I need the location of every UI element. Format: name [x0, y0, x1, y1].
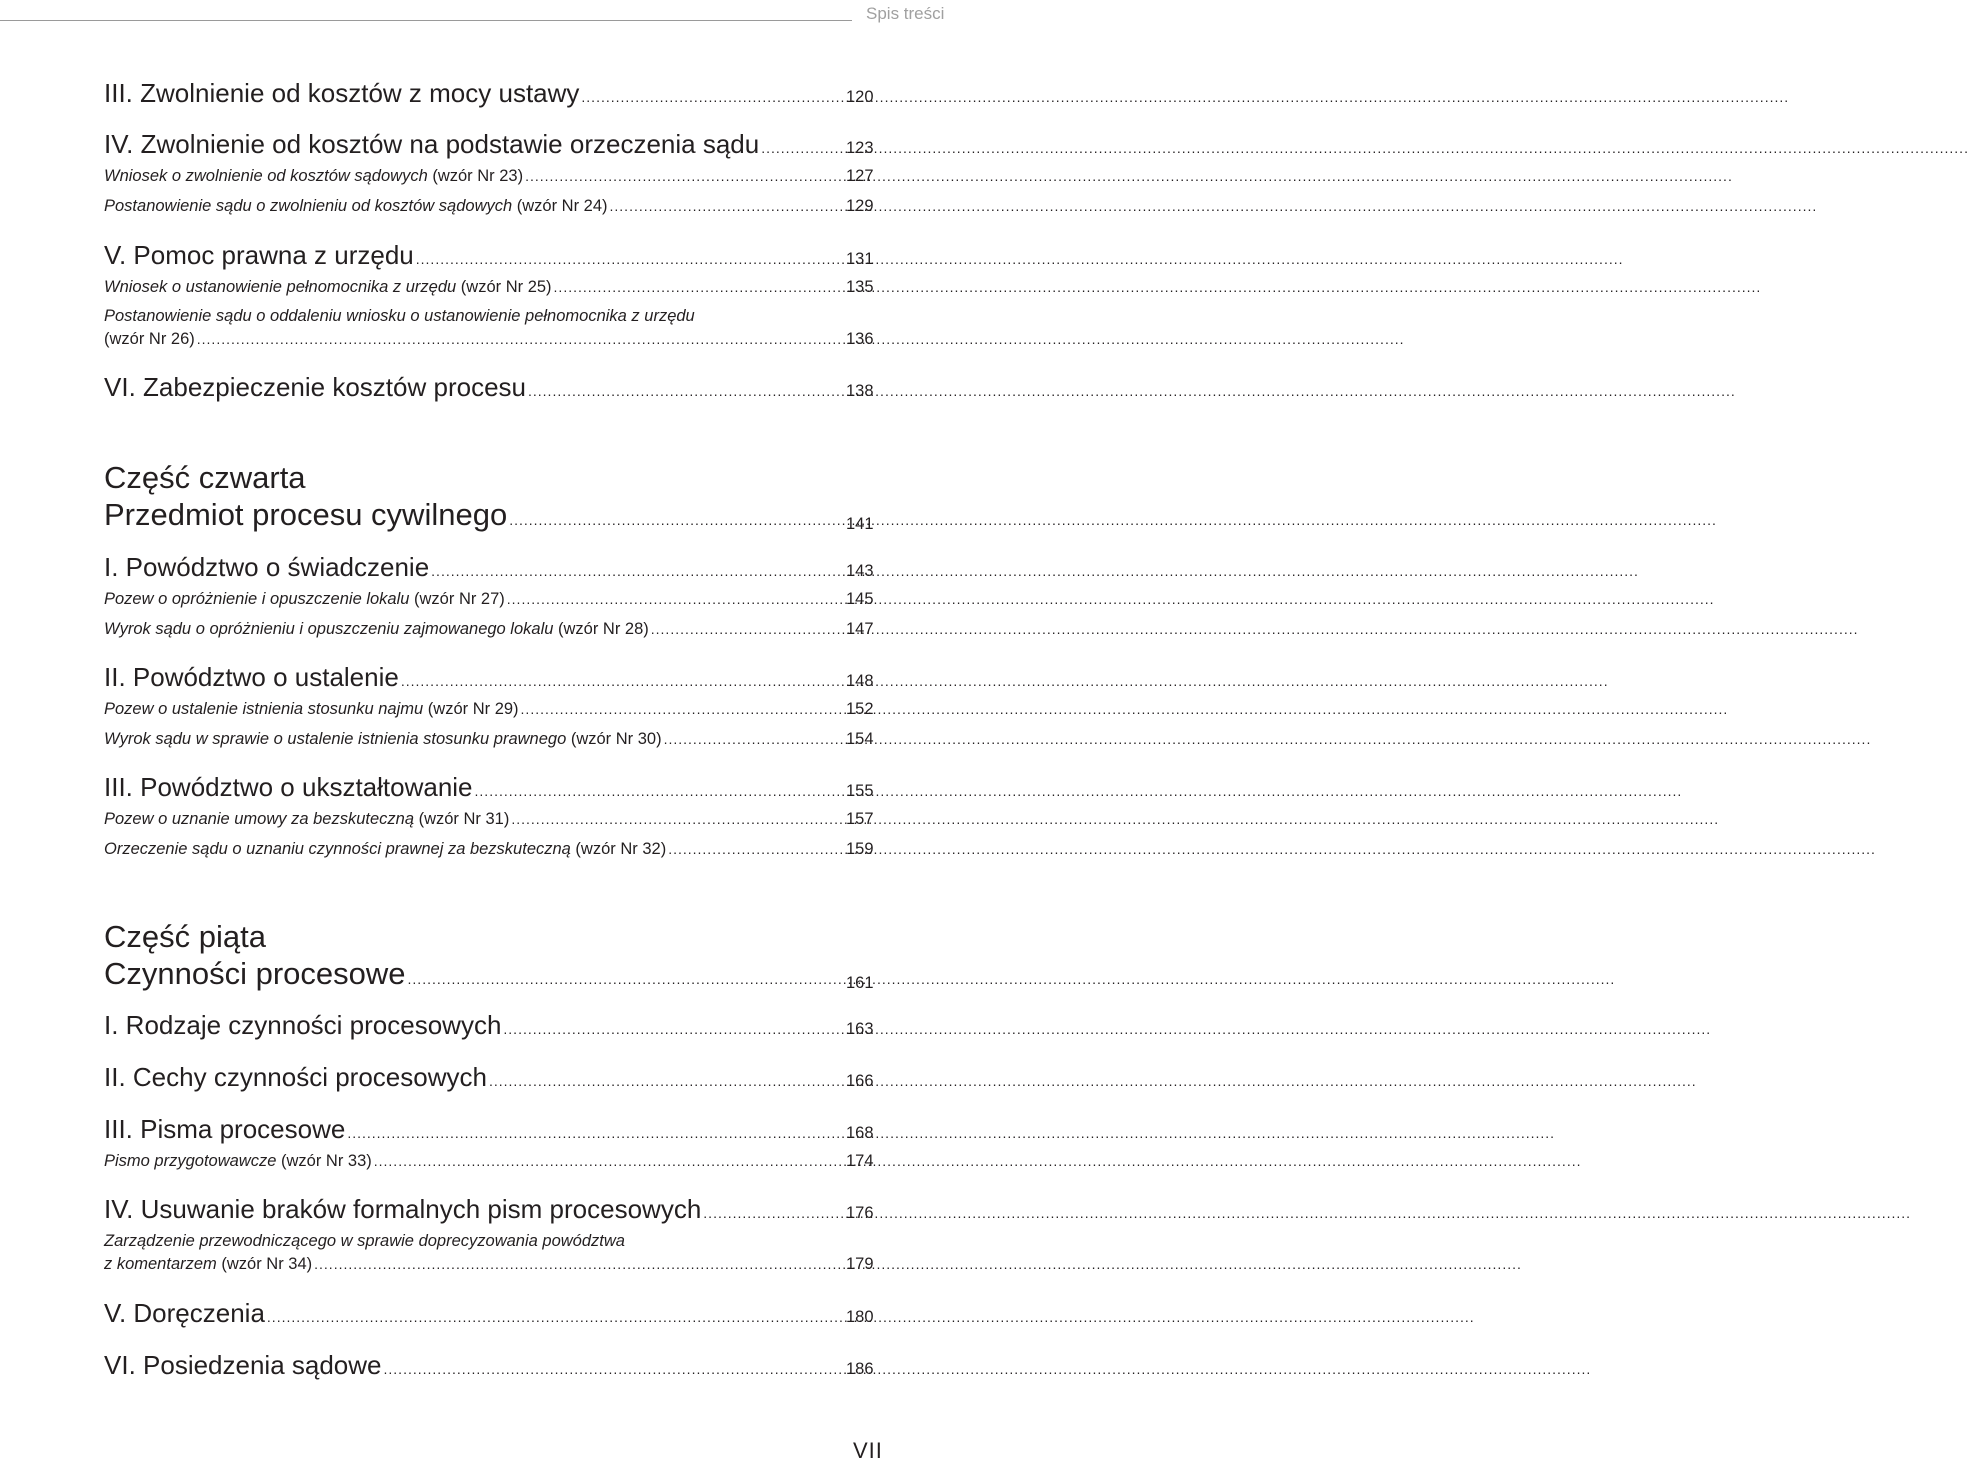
toc-entry	[104, 167, 816, 186]
leader-dots	[554, 279, 816, 295]
toc-entry-title	[104, 840, 666, 859]
toc-page-number: 135	[846, 278, 874, 296]
entry-text: (wzór Nr 26)	[104, 330, 195, 348]
toc-entry-title	[104, 78, 579, 109]
toc-entry	[104, 810, 816, 829]
toc-entry	[104, 1010, 816, 1041]
toc-page-number: 176	[846, 1204, 874, 1222]
toc-entry	[104, 1350, 816, 1381]
toc-page-number: 163	[846, 1020, 874, 1038]
entry-text: I. Rodzaje czynności procesowych	[104, 1010, 502, 1040]
toc-entry	[104, 78, 816, 109]
toc-page-number: 120	[846, 88, 874, 106]
entry-text: (wzór Nr 32)	[570, 840, 667, 858]
toc-entry-title	[104, 620, 649, 639]
toc-entry-title	[104, 730, 662, 749]
toc-entry	[104, 730, 816, 749]
toc-page-number: 166	[846, 1072, 874, 1090]
toc-page-number: 141	[846, 515, 874, 533]
toc-page-number: 147	[846, 620, 874, 638]
toc-entry	[104, 956, 816, 992]
toc-entry-first-line	[104, 1232, 625, 1251]
toc-page-number: 159	[846, 840, 874, 858]
leader-dots	[703, 1205, 816, 1221]
running-header: Spis treści	[866, 4, 945, 23]
toc-entry	[104, 1114, 816, 1145]
leader-dots	[503, 1021, 816, 1037]
entry-text: (wzór Nr 31)	[414, 810, 510, 828]
toc-page-number: 131	[846, 250, 874, 268]
leader-dots	[507, 591, 816, 607]
toc-page-number: 136	[846, 330, 874, 348]
entry-text: (wzór Nr 30)	[566, 730, 662, 748]
toc-page-number: 123	[846, 139, 874, 157]
leader-dots	[581, 89, 816, 105]
leader-dots	[384, 1361, 816, 1377]
toc-entry-title	[104, 497, 507, 533]
entry-text: Postanowienie sądu o oddaleniu wniosku o ustanowienie pełnomocnika z urzędu	[104, 307, 695, 325]
leader-dots	[401, 673, 816, 689]
header-rule	[0, 20, 852, 21]
entry-text: z komentarzem	[104, 1255, 217, 1273]
toc-entry-title	[104, 1114, 345, 1145]
leader-dots	[267, 1309, 816, 1325]
toc-entry-title	[104, 197, 608, 216]
toc-entry-title	[104, 700, 519, 719]
entry-text: Przedmiot procesu cywilnego	[104, 497, 508, 532]
leader-dots	[528, 383, 816, 399]
toc-entry-title	[104, 1255, 312, 1274]
entry-text: (wzór Nr 33)	[276, 1152, 372, 1170]
toc-page-number: 180	[846, 1308, 874, 1326]
leader-dots	[475, 783, 816, 799]
entry-text: Orzeczenie sądu o uznaniu czynności prawnej za bezskuteczną	[104, 840, 571, 858]
entry-text: (wzór Nr 34)	[216, 1255, 313, 1273]
toc-entry	[104, 197, 816, 216]
entry-text: Pozew o opróżnienie i opuszczenie lokalu	[104, 590, 410, 608]
part-heading: Część piąta	[104, 919, 266, 954]
entry-text: Wyrok sądu w sprawie o ustalenie istnienia stosunku prawnego	[104, 730, 567, 748]
entry-text: Zarządzenie przewodniczącego w sprawie doprecyzowania powództwa	[104, 1232, 625, 1250]
toc-page-number: 154	[846, 730, 874, 748]
toc-entry	[104, 1152, 816, 1171]
toc-entry-title	[104, 772, 473, 803]
toc-entry-title	[104, 1350, 382, 1381]
toc-entry-title	[104, 372, 526, 403]
toc-page-number: 143	[846, 562, 874, 580]
leader-dots	[521, 701, 816, 717]
toc-entry-title	[104, 552, 429, 583]
toc-entry	[104, 1062, 816, 1093]
leader-dots	[347, 1125, 816, 1141]
leader-dots	[525, 168, 816, 184]
entry-text: IV. Usuwanie braków formalnych pism procesowych	[104, 1194, 702, 1224]
entry-text: II. Cechy czynności procesowych	[104, 1062, 487, 1092]
entry-text: II. Powództwo o ustalenie	[104, 662, 399, 692]
leader-dots	[314, 1256, 816, 1272]
leader-dots	[197, 331, 816, 347]
leader-dots	[761, 140, 816, 156]
toc-entry	[104, 1194, 816, 1225]
entry-text: (wzór Nr 27)	[409, 590, 505, 608]
entry-text: IV. Zwolnienie od kosztów na podstawie orzeczenia sądu	[104, 129, 760, 159]
toc-entry	[104, 240, 816, 271]
part-heading: Część czwarta	[104, 460, 306, 495]
toc-page-number: 129	[846, 197, 874, 215]
toc-entry	[104, 620, 816, 639]
entry-text: Czynności procesowe	[104, 956, 406, 991]
entry-text: VI. Zabezpieczenie kosztów procesu	[104, 372, 526, 402]
entry-text: (wzór Nr 29)	[423, 700, 519, 718]
leader-dots	[509, 512, 816, 528]
toc-entry	[104, 590, 816, 609]
toc-page-number: 127	[846, 167, 874, 185]
toc-entry	[104, 840, 816, 859]
toc-page-number: 179	[846, 1255, 874, 1273]
entry-text: V. Pomoc prawna z urzędu	[104, 240, 414, 270]
entry-text: III. Zwolnienie od kosztów z mocy ustawy	[104, 78, 580, 108]
toc-entry-title	[104, 590, 505, 609]
toc-entry-title	[104, 278, 552, 297]
toc-page-number: 168	[846, 1124, 874, 1142]
toc-entry-title	[104, 1152, 372, 1171]
toc-entry	[104, 497, 816, 533]
toc-page-number: 155	[846, 782, 874, 800]
toc-entry	[104, 552, 816, 583]
toc-page-number: 186	[846, 1360, 874, 1378]
entry-text: Wniosek o zwolnienie od kosztów sądowych	[104, 167, 428, 185]
leader-dots	[651, 621, 816, 637]
toc-entry-title	[104, 1298, 265, 1329]
toc-entry-title	[104, 129, 759, 160]
leader-dots	[668, 841, 816, 857]
toc-entry-title	[104, 330, 195, 349]
entry-text: Postanowienie sądu o zwolnieniu od kosztów sądowych	[104, 197, 513, 215]
leader-dots	[431, 563, 816, 579]
toc-page-number: 148	[846, 672, 874, 690]
leader-dots	[511, 811, 816, 827]
toc-entry	[104, 1255, 816, 1274]
entry-text: VI. Posiedzenia sądowe	[104, 1350, 382, 1380]
toc-entry	[104, 372, 816, 403]
toc-entry-title	[104, 167, 523, 186]
entry-text: Wniosek o ustanowienie pełnomocnika z urzędu	[104, 278, 457, 296]
leader-dots	[489, 1073, 816, 1089]
toc-entry	[104, 330, 816, 349]
toc-entry	[104, 662, 816, 693]
toc-page-number: 157	[846, 810, 874, 828]
toc-page-number: 138	[846, 382, 874, 400]
leader-dots	[374, 1153, 816, 1169]
leader-dots	[664, 731, 816, 747]
toc-page-number: 152	[846, 700, 874, 718]
leader-dots	[408, 971, 816, 987]
toc-entry-title	[104, 1194, 701, 1225]
toc-entry	[104, 129, 816, 160]
leader-dots	[416, 251, 816, 267]
toc-page-number: 145	[846, 590, 874, 608]
entry-text: Pozew o ustalenie istnienia stosunku najmu	[104, 700, 424, 718]
toc-entry	[104, 772, 816, 803]
toc-entry-title	[104, 662, 399, 693]
entry-text: V. Doręczenia	[104, 1298, 265, 1328]
entry-text: III. Powództwo o ukształtowanie	[104, 772, 473, 802]
toc-entry-first-line	[104, 307, 695, 326]
entry-text: III. Pisma procesowe	[104, 1114, 346, 1144]
entry-text: I. Powództwo o świadczenie	[104, 552, 430, 582]
entry-text: (wzór Nr 23)	[427, 167, 524, 185]
entry-text: Pismo przygotowawcze	[104, 1152, 277, 1170]
entry-text: Pozew o uznanie umowy za bezskuteczną	[104, 810, 415, 828]
leader-dots	[610, 198, 816, 214]
toc-entry-title	[104, 1010, 501, 1041]
toc-page-number: 174	[846, 1152, 874, 1170]
toc-page-number: 161	[846, 974, 874, 992]
toc-entry	[104, 278, 816, 297]
entry-text: (wzór Nr 25)	[456, 278, 552, 296]
entry-text: Wyrok sądu o opróżnieniu i opuszczeniu zajmowanego lokalu	[104, 620, 554, 638]
toc-entry-title	[104, 1062, 487, 1093]
entry-text: (wzór Nr 28)	[553, 620, 649, 638]
toc-entry-title	[104, 956, 406, 992]
toc-entry-title	[104, 810, 509, 829]
page-number: VII	[853, 1438, 883, 1463]
toc-entry	[104, 700, 816, 719]
toc-entry-title	[104, 240, 414, 271]
toc-entry	[104, 1298, 816, 1329]
entry-text: (wzór Nr 24)	[512, 197, 608, 215]
